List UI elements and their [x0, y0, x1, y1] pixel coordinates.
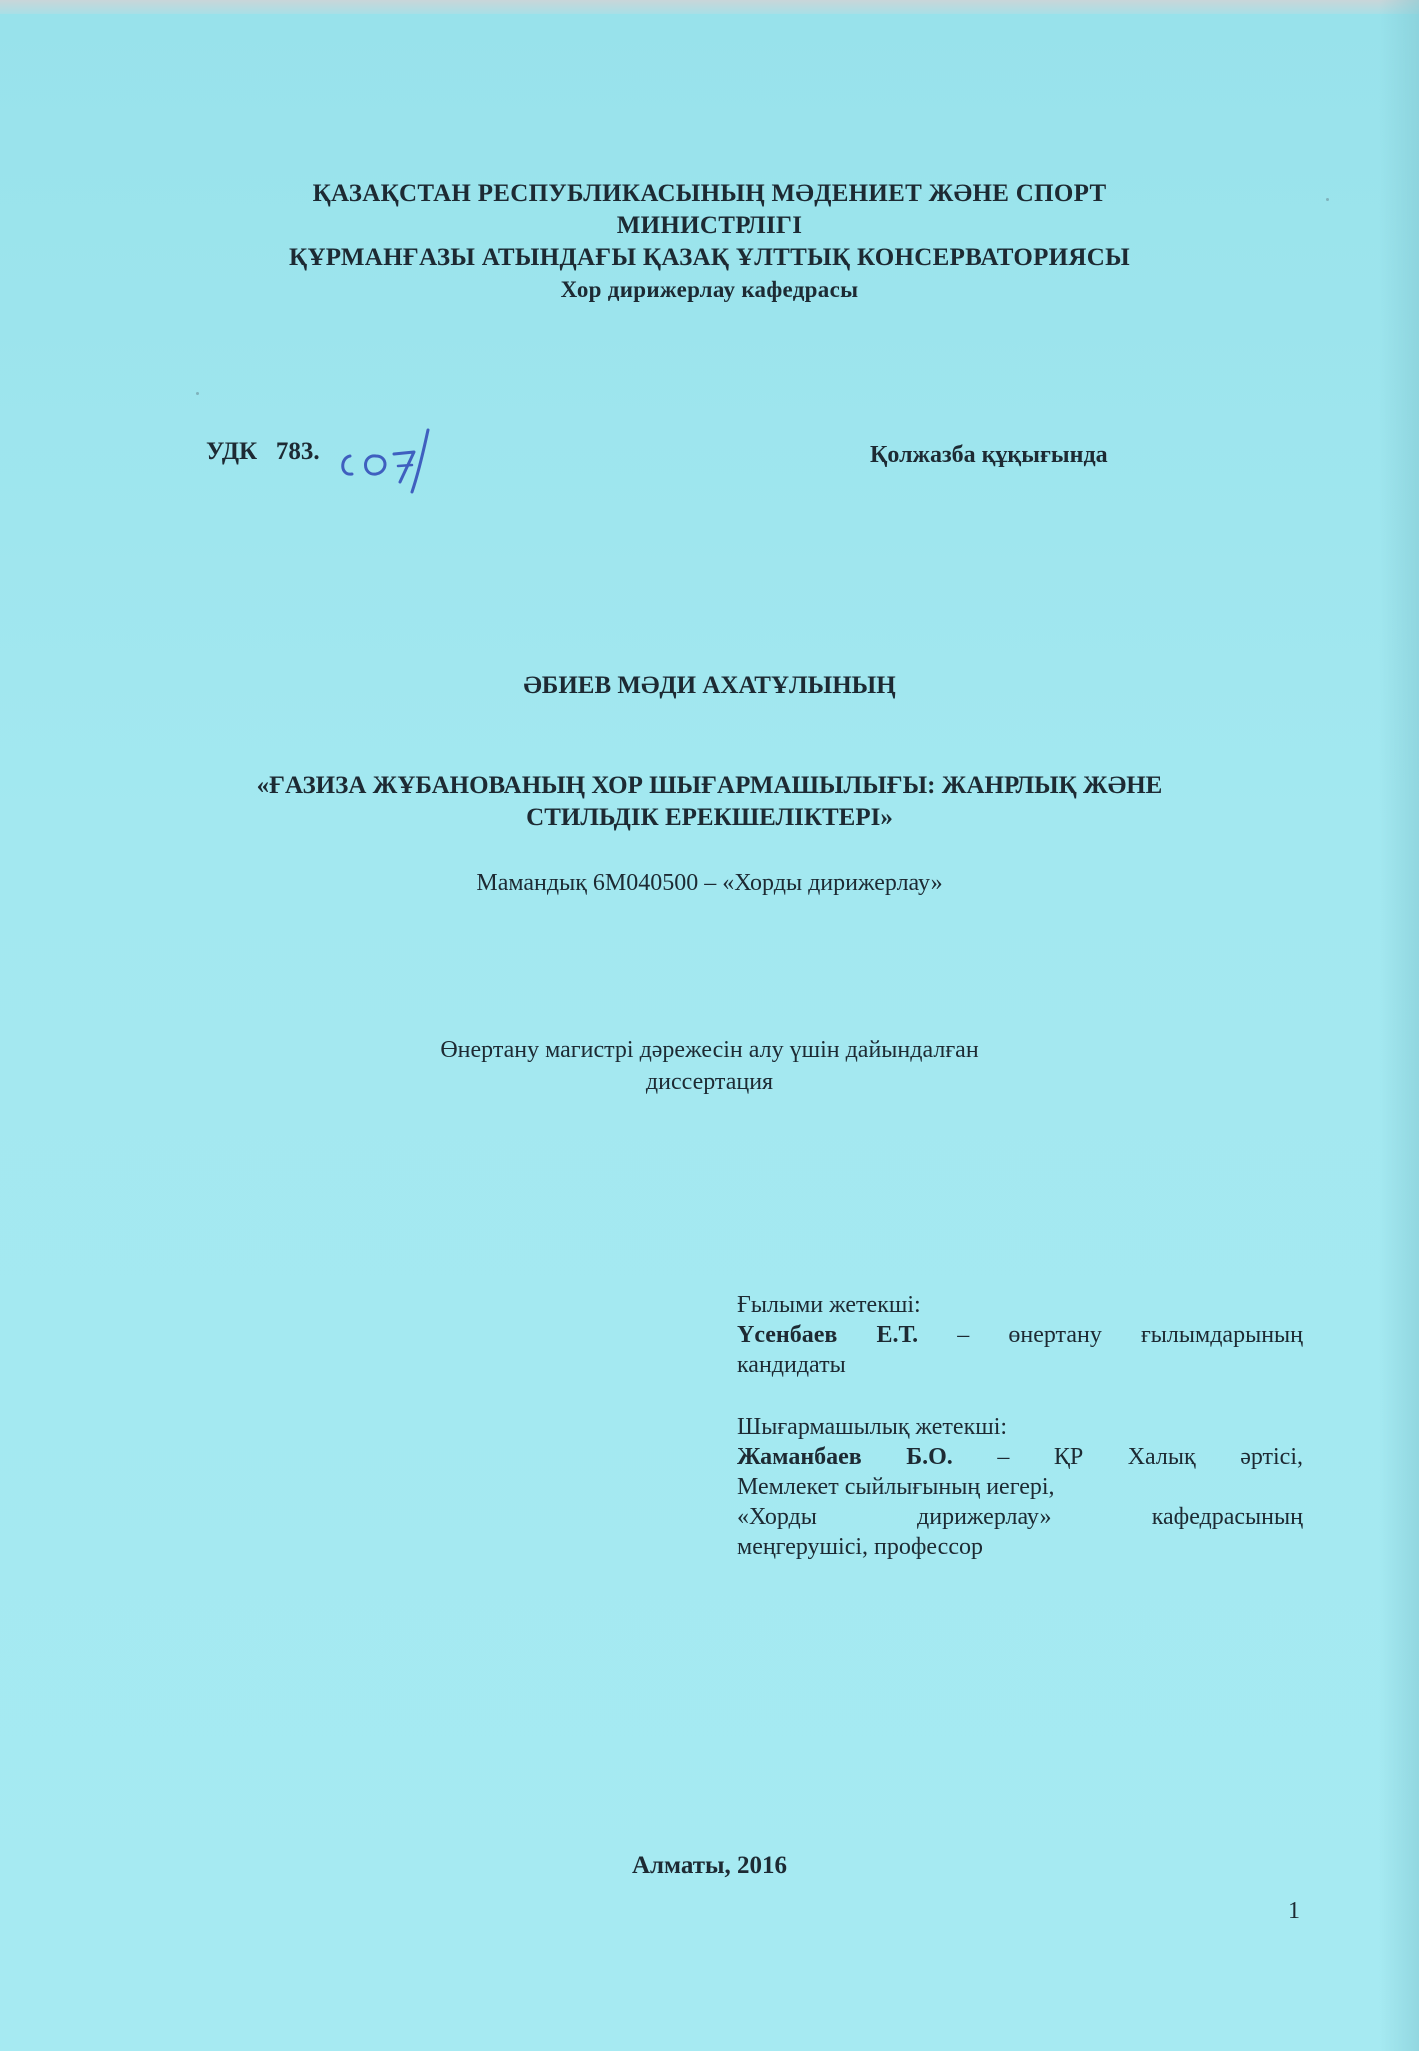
scan-top-edge [0, 0, 1419, 14]
udk-code [206, 438, 320, 466]
creative-supervisor-desc-3: «Хорды дирижерлау» кафедрасының [737, 1504, 1303, 1530]
creative-supervisor-desc-4: меңгерушісі, профессор [737, 1534, 983, 1560]
dash: – [997, 1444, 1010, 1470]
title-line-2: СТИЛЬДІК ЕРЕКШЕЛІКТЕРІ» [526, 804, 893, 831]
conservatory-name: ҚҰРМАНҒАЗЫ АТЫНДАҒЫ ҚАЗАҚ ҰЛТТЫҚ КОНСЕРВАТОРИЯСЫ [289, 244, 1130, 271]
dash: – [957, 1322, 970, 1348]
page-number: 1 [1288, 1898, 1300, 1924]
scan-right-edge [1379, 0, 1419, 2051]
purpose-line-1: Өнертану магистрі дәрежесін алу үшін дайындалған [440, 1037, 979, 1063]
title-line-1: «ҒАЗИЗА ЖҰБАНОВАНЫҢ ХОР ШЫҒАРМАШЫЛЫҒЫ: ЖАНРЛЫҚ ЖӘНЕ [256, 772, 1163, 799]
udk-number: 783. [275, 438, 320, 465]
city-year: Алматы, 2016 [631, 1852, 788, 1879]
creative-supervisor-name: Жаманбаев Б.О. [737, 1444, 953, 1470]
scientific-supervisor-desc-1: өнертану ғылымдарының [1008, 1322, 1303, 1348]
creative-supervisor-desc-1: ҚР Халық әртісі, [1053, 1444, 1303, 1470]
header-block [0, 178, 1419, 306]
scientific-supervisor-name: Үсенбаев Е.Т. [737, 1322, 919, 1348]
ministry-line-2: МИНИСТРЛІГІ [616, 212, 803, 239]
handwritten-udk-suffix [336, 418, 446, 498]
creative-supervisor-desc-2: Мемлекет сыйлығының иегері, [737, 1474, 1055, 1500]
ministry-line-1: ҚАЗАҚСТАН РЕСПУБЛИКАСЫНЫҢ МӘДЕНИЕТ ЖӘНЕ СПОРТ [312, 180, 1107, 207]
creative-supervisor-line [737, 1442, 1303, 1472]
creative-supervisor-heading: Шығармашылық жетекші: [737, 1414, 1008, 1440]
udk-label: УДК [206, 438, 258, 465]
dissertation-title [0, 770, 1419, 834]
author-name: ӘБИЕВ МӘДИ АХАТҰЛЫНЫҢ [523, 672, 896, 699]
scientific-supervisor-line [737, 1320, 1303, 1350]
scan-speck [196, 392, 199, 395]
purpose-line-2: диссертация [645, 1069, 774, 1095]
scientific-supervisor-heading: Ғылыми жетекші: [737, 1292, 921, 1318]
supervisors-block [737, 1290, 1303, 1562]
manuscript-rights: Қолжазба құқығында [870, 442, 1108, 468]
specialty: Мамандық 6М040500 – «Хорды дирижерлау» [476, 870, 943, 896]
scientific-supervisor-desc-2: кандидаты [737, 1352, 846, 1378]
department-name: Хор дирижерлау кафедрасы [560, 277, 859, 302]
degree-purpose [0, 1034, 1419, 1098]
